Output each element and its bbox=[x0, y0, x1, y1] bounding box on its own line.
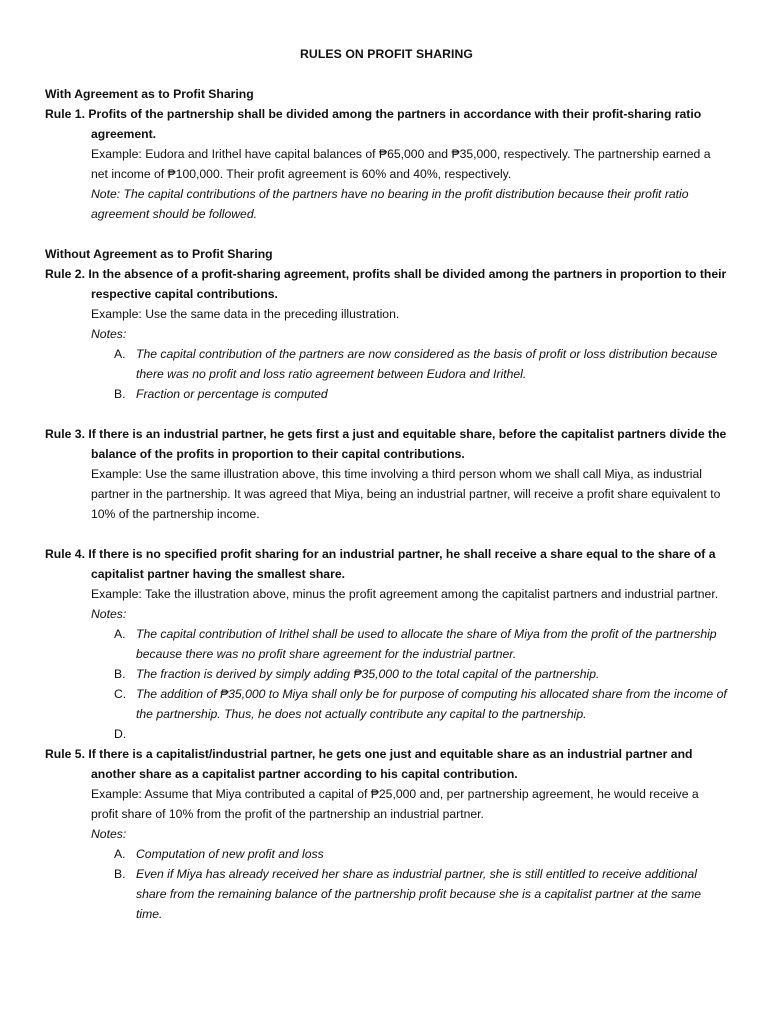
list-item bbox=[45, 344, 728, 384]
rule-5-notes-label: Notes: bbox=[91, 827, 127, 841]
list-marker: C. bbox=[114, 687, 127, 701]
list-marker: B. bbox=[114, 387, 126, 401]
list-item bbox=[45, 624, 728, 664]
list-item-text: The fraction is derived by simply adding ₱35,000 to the total capital of the partnership. bbox=[136, 667, 600, 681]
list-item bbox=[45, 844, 728, 864]
list-marker: B. bbox=[114, 667, 126, 681]
spacer bbox=[45, 224, 728, 244]
spacer bbox=[45, 404, 728, 424]
section-heading-with-agreement: With Agreement as to Profit Sharing bbox=[45, 87, 254, 101]
rule-2-notes-list bbox=[45, 344, 728, 404]
list-item bbox=[45, 664, 728, 684]
rule-5-example: Example: Assume that Miya contributed a capital of ₱25,000 and, per partnership agreement, he would receive a profit share of 10% from the profit of the partnership an industrial partner. bbox=[91, 787, 699, 821]
rule-1-note: Note: The capital contributions of the partners have no bearing in the profit distribution because their profit ratio agreement should be followed. bbox=[91, 187, 689, 221]
rule-4-example: Example: Take the illustration above, minus the profit agreement among the capitalist partners and industrial partner. bbox=[91, 587, 719, 601]
rule-3-example: Example: Use the same illustration above, this time involving a third person whom we shall call Miya, as industrial partner in the partnership. It was agreed that Miya, being an industrial partner, will receive a profit share equivalent to 10% of the partnership income. bbox=[91, 467, 721, 521]
list-item bbox=[45, 864, 728, 924]
page-title: RULES ON PROFIT SHARING bbox=[300, 47, 473, 61]
list-item-text: The addition of ₱35,000 to Miya shall only be for purpose of computing his allocated share from the income of the partnership. Thus, he does not actually contribute any capital to the partnership. bbox=[136, 687, 727, 721]
rule-1-example: Example: Eudora and Irithel have capital balances of ₱65,000 and ₱35,000, respectively. The partnership earned a net income of ₱100,000. Their profit agreement is 60% and 40%, respectively. bbox=[91, 147, 711, 181]
list-marker: B. bbox=[114, 867, 126, 881]
rule-5-text: Rule 5. If there is a capitalist/industrial partner, he gets one just and equitable share as an industrial partner and another share as a capitalist partner according to his capital contribution. bbox=[45, 747, 693, 781]
rule-2-example: Example: Use the same data in the preceding illustration. bbox=[91, 307, 400, 321]
rule-1-text: Rule 1. Profits of the partnership shall be divided among the partners in accordance with their profit-sharing ratio agreement. bbox=[45, 107, 702, 141]
spacer bbox=[45, 524, 728, 544]
rule-2-notes-label: Notes: bbox=[91, 327, 127, 341]
list-marker: D. bbox=[114, 727, 127, 741]
list-marker: A. bbox=[114, 847, 126, 861]
list-marker: A. bbox=[114, 347, 126, 361]
list-item bbox=[45, 684, 728, 724]
rule-2-text: Rule 2. In the absence of a profit-sharing agreement, profits shall be divided among the partners in proportion to their respective capital contributions. bbox=[45, 267, 727, 301]
rule-4-notes-label: Notes: bbox=[91, 607, 127, 621]
list-item-text: Computation of new profit and loss bbox=[136, 847, 324, 861]
list-item bbox=[45, 724, 728, 744]
rule-4-text: Rule 4. If there is no specified profit sharing for an industrial partner, he shall receive a share equal to the share of a capitalist partner having the smallest share. bbox=[45, 547, 716, 581]
list-item-text: The capital contribution of the partners are now considered as the basis of profit or loss distribution because there was no profit and loss ratio agreement between Eudora and Irithel. bbox=[136, 347, 718, 381]
rule-5-notes-list bbox=[45, 844, 728, 924]
list-marker: A. bbox=[114, 627, 126, 641]
list-item-text: Fraction or percentage is computed bbox=[136, 387, 328, 401]
rule-4-notes-list bbox=[45, 624, 728, 744]
list-item-text: The capital contribution of Irithel shall be used to allocate the share of Miya from the profit of the partnership because there was no profit share agreement for the industrial partner. bbox=[136, 627, 717, 661]
rule-3-text: Rule 3. If there is an industrial partner, he gets first a just and equitable share, before the capitalist partners divide the balance of the profits in proportion to their capital contributions. bbox=[45, 427, 727, 461]
section-heading-without-agreement: Without Agreement as to Profit Sharing bbox=[45, 247, 273, 261]
list-item bbox=[45, 384, 728, 404]
list-item-text: Even if Miya has already received her share as industrial partner, she is still entitled to receive additional share from the remaining balance of the partnership profit because she is a capitalist partner at the same time. bbox=[136, 867, 701, 921]
